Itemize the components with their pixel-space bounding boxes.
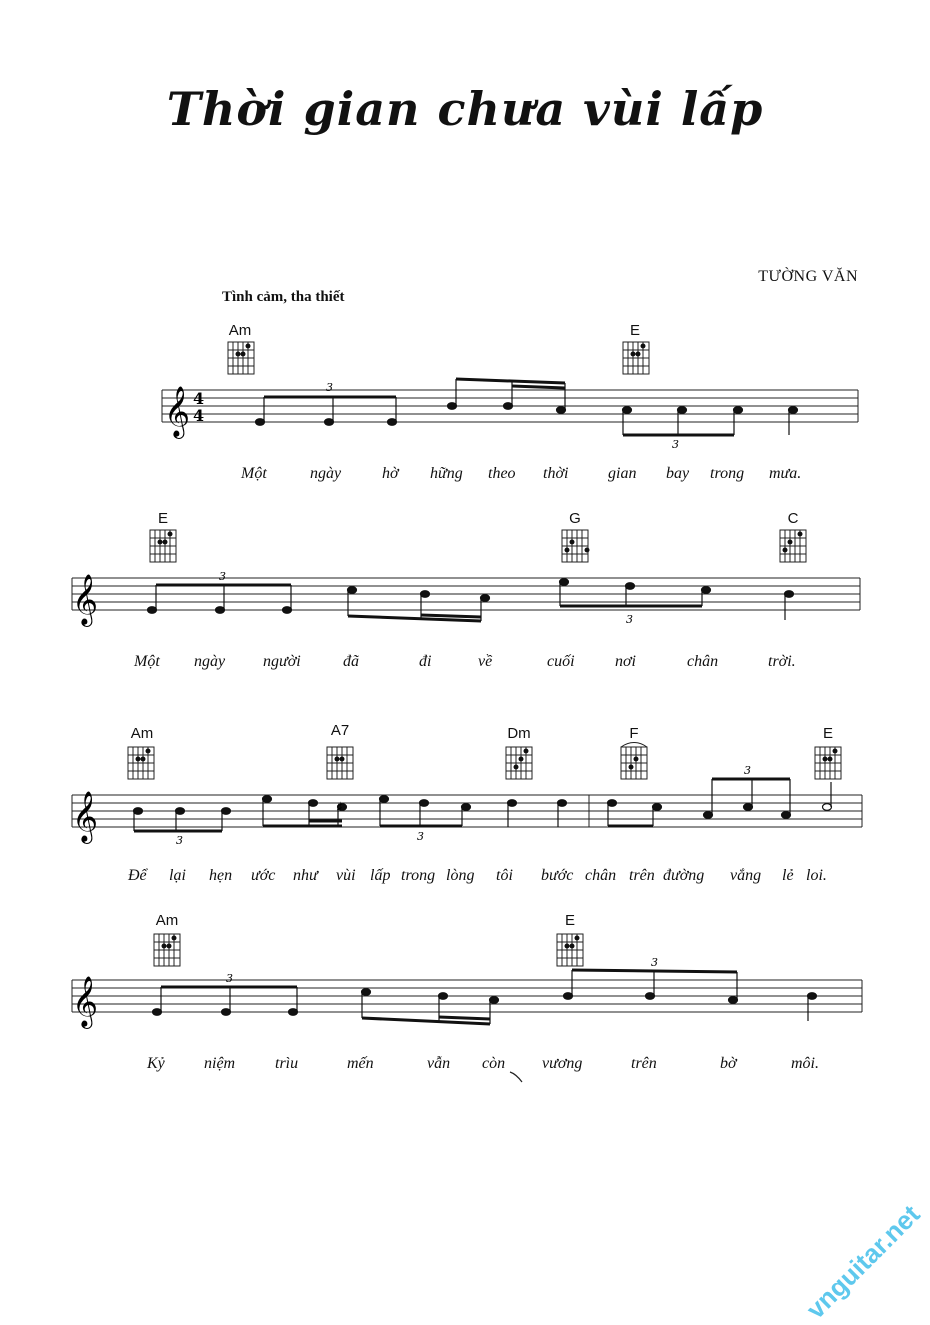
lyric-syllable: Một [241, 465, 267, 482]
svg-text:3: 3 [226, 972, 233, 985]
lyric-syllable: trong [710, 465, 745, 482]
treble-clef-icon: 𝄞 [164, 386, 191, 437]
lyric-syllable: mến [347, 1055, 374, 1072]
lyric-syllable: ước [251, 867, 276, 884]
treble-clef-icon: 𝄞 [72, 976, 99, 1027]
lyric-syllable: trong [401, 867, 436, 884]
lyric-syllable: theo [488, 465, 516, 482]
treble-clef-icon: 𝄞 [72, 791, 99, 842]
lyric-syllable: ngày [310, 465, 342, 482]
lyric-syllable: đường [663, 867, 705, 884]
chord-name: F [629, 725, 639, 742]
lyric-syllable: niệm [204, 1055, 236, 1072]
treble-clef-icon: 𝄞 [72, 574, 99, 625]
lyric-syllable: hờ [382, 465, 399, 482]
chord-name: Am [155, 912, 179, 929]
song-title: Thời gian chưa vùi lấp [166, 82, 764, 136]
chord-name: Dm [507, 725, 531, 742]
lyric-syllable: lại [169, 867, 186, 884]
chord-name: E [157, 510, 168, 527]
chord-name: G [569, 510, 581, 527]
lyric-syllable: lẻ [782, 867, 794, 884]
lyric-syllable: Để [128, 867, 147, 884]
chord-name: E [629, 322, 640, 339]
lyric-syllable: Kỷ [147, 1055, 165, 1072]
lyric-syllable: còn [482, 1055, 506, 1072]
svg-text:3: 3 [651, 956, 658, 969]
lyric-syllable: trên [629, 867, 655, 884]
lyric-syllable: Một [134, 653, 160, 670]
lyric-syllable: tôi [496, 867, 513, 884]
lyric-syllable: trời. [768, 653, 796, 670]
lyric-syllable: hững [430, 465, 463, 482]
lyric-syllable: bờ [720, 1055, 737, 1072]
lyric-syllable: mưa. [769, 465, 802, 482]
svg-text:3: 3 [744, 764, 751, 777]
lyric-syllable: chân [687, 653, 719, 670]
lyric-syllable: bay [666, 465, 690, 482]
lyric-syllable: đã [343, 653, 359, 670]
chord-name: Am [130, 725, 154, 742]
svg-text:3: 3 [326, 381, 333, 394]
chord-name: A7 [330, 722, 350, 739]
tempo-marking: Tình cảm, tha thiết [222, 289, 345, 305]
lyric-syllable: thời [543, 465, 569, 482]
lyric-syllable: ngày [194, 653, 226, 670]
composer-name: TƯỜNG VĂN [758, 268, 858, 285]
chord-name: E [564, 912, 575, 929]
time-sig-top: 4 [193, 389, 205, 408]
svg-text:4: 4 [193, 406, 205, 425]
lyric-syllable: vương [542, 1055, 583, 1072]
site-watermark: vnguitar.net [799, 1199, 926, 1325]
lyric-syllable: nơi [615, 653, 636, 670]
lyric-syllable: vùi [336, 867, 356, 884]
lyric-syllable: bước [541, 867, 574, 884]
lyric-syllable: cuối [547, 653, 575, 670]
svg-text:3: 3 [672, 438, 679, 451]
lyric-syllable: về [478, 653, 493, 670]
lyric-syllable: gian [608, 465, 637, 482]
lyric-syllable: người [263, 653, 301, 670]
lyric-syllable: môi. [791, 1055, 819, 1072]
lyric-syllable: loi. [806, 867, 827, 884]
lyric-syllable: lấp [370, 867, 391, 884]
lyric-syllable: đi [419, 653, 432, 670]
svg-text:3: 3 [219, 570, 226, 583]
lyric-syllable: như [293, 867, 318, 884]
lyric-syllable: trìu [275, 1055, 299, 1072]
lyric-syllable: vắng [730, 867, 762, 884]
chord-name: Am [228, 322, 252, 339]
chord-name: E [822, 725, 833, 742]
lyric-syllable: chân [585, 867, 617, 884]
svg-text:♯: ♯ [336, 800, 343, 816]
svg-text:3: 3 [417, 830, 424, 843]
chord-name: C [787, 510, 799, 527]
lyric-syllable: lòng [446, 867, 475, 884]
svg-text:3: 3 [176, 834, 183, 847]
lyric-syllable: hẹn [209, 867, 233, 884]
svg-text:3: 3 [626, 613, 633, 626]
lyric-syllable: trên [631, 1055, 657, 1072]
lyric-syllable: vẫn [427, 1055, 451, 1072]
